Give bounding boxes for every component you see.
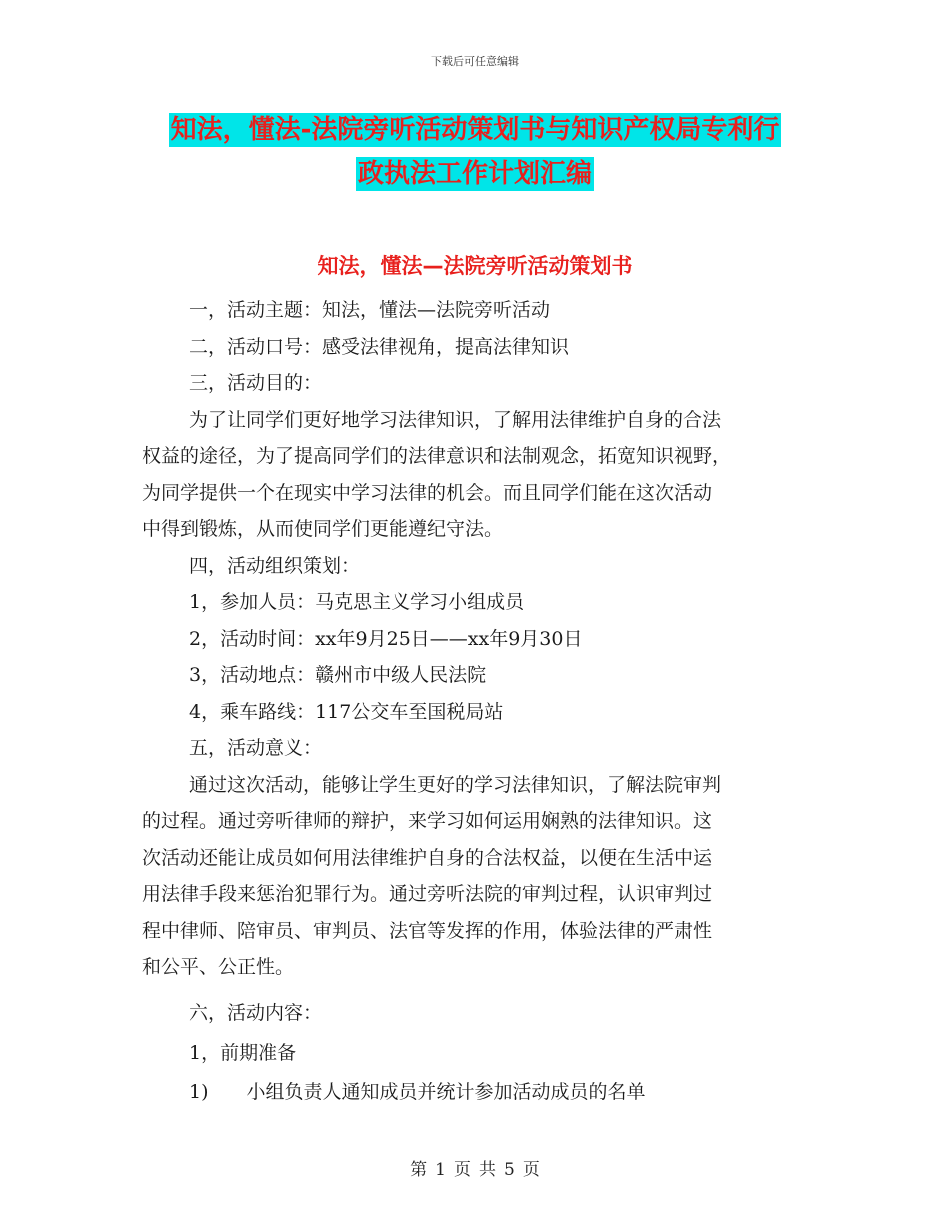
document-title-line-1: 知法，懂法-法院旁听活动策划书与知识产权局专利行 [170,115,780,145]
document-title-line-2: 政执法工作计划汇编 [357,159,592,189]
paragraph-line: 中得到锻炼，从而使同学们更能遵纪守法。 [142,518,504,540]
header-note: 下载后可任意编辑 [431,55,519,68]
paragraph-line: 4，乘车路线：117公交车至国税局站 [189,700,504,723]
paragraph-line: 程中律师、陪审员、审判员、法官等发挥的作用，体验法律的严肃性 [142,919,713,942]
paragraph-line: 为同学提供一个在现实中学习法律的机会。而且同学们能在这次活动 [142,481,713,504]
paragraph-line: 1，参加人员：马克思主义学习小组成员 [189,591,525,613]
paragraph-line: 次活动还能让成员如何用法律维护自身的合法权益，以便在生活中运 [142,846,713,869]
section-title: 知法，懂法—法院旁听活动策划书 [317,254,633,278]
paragraph-line: 为了让同学们更好地学习法律知识，了解用法律维护自身的合法 [189,408,722,431]
paragraph-line: 3，活动地点：赣州市中级人民法院 [189,664,487,686]
paragraph-line: 四，活动组织策划： [189,554,361,577]
paragraph-line: 一，活动主题：知法，懂法—法院旁听活动 [189,299,551,321]
current-page-number: 1 [435,1160,446,1180]
page-footer: 第 1 页 共 5 页 [410,1160,540,1180]
paragraph-line: 用法律手段来惩治犯罪行为。通过旁听法院的审判过程，认识审判过 [142,883,713,905]
total-page-count: 5 [504,1160,515,1180]
paragraph-line: 三，活动目的： [189,372,323,394]
paragraph-line: 通过这次活动，能够让学生更好的学习法律知识，了解法院审判 [189,773,722,796]
paragraph-line: 1，前期准备 [189,1042,297,1064]
paragraph-line: 二，活动口号：感受法律视角，提高法律知识 [189,335,570,358]
paragraph-line: 的过程。通过旁听律师的辩护，来学习如何运用娴熟的法律知识。这 [142,810,713,832]
paragraph-line: 2，活动时间：xx年9月25日——xx年9月30日 [189,627,583,650]
paragraph-line: 权益的途径，为了提高同学们的法律意识和法制观念，拓宽知识视野， [142,445,732,467]
paragraph-line: 六，活动内容： [189,1002,323,1024]
paragraph-line: 和公平、公正性。 [142,956,295,978]
list-item: 1) 小组负责人通知成员并统计参加活动成员的名单 [189,1081,646,1103]
paragraph-line: 五，活动意义： [189,737,323,759]
